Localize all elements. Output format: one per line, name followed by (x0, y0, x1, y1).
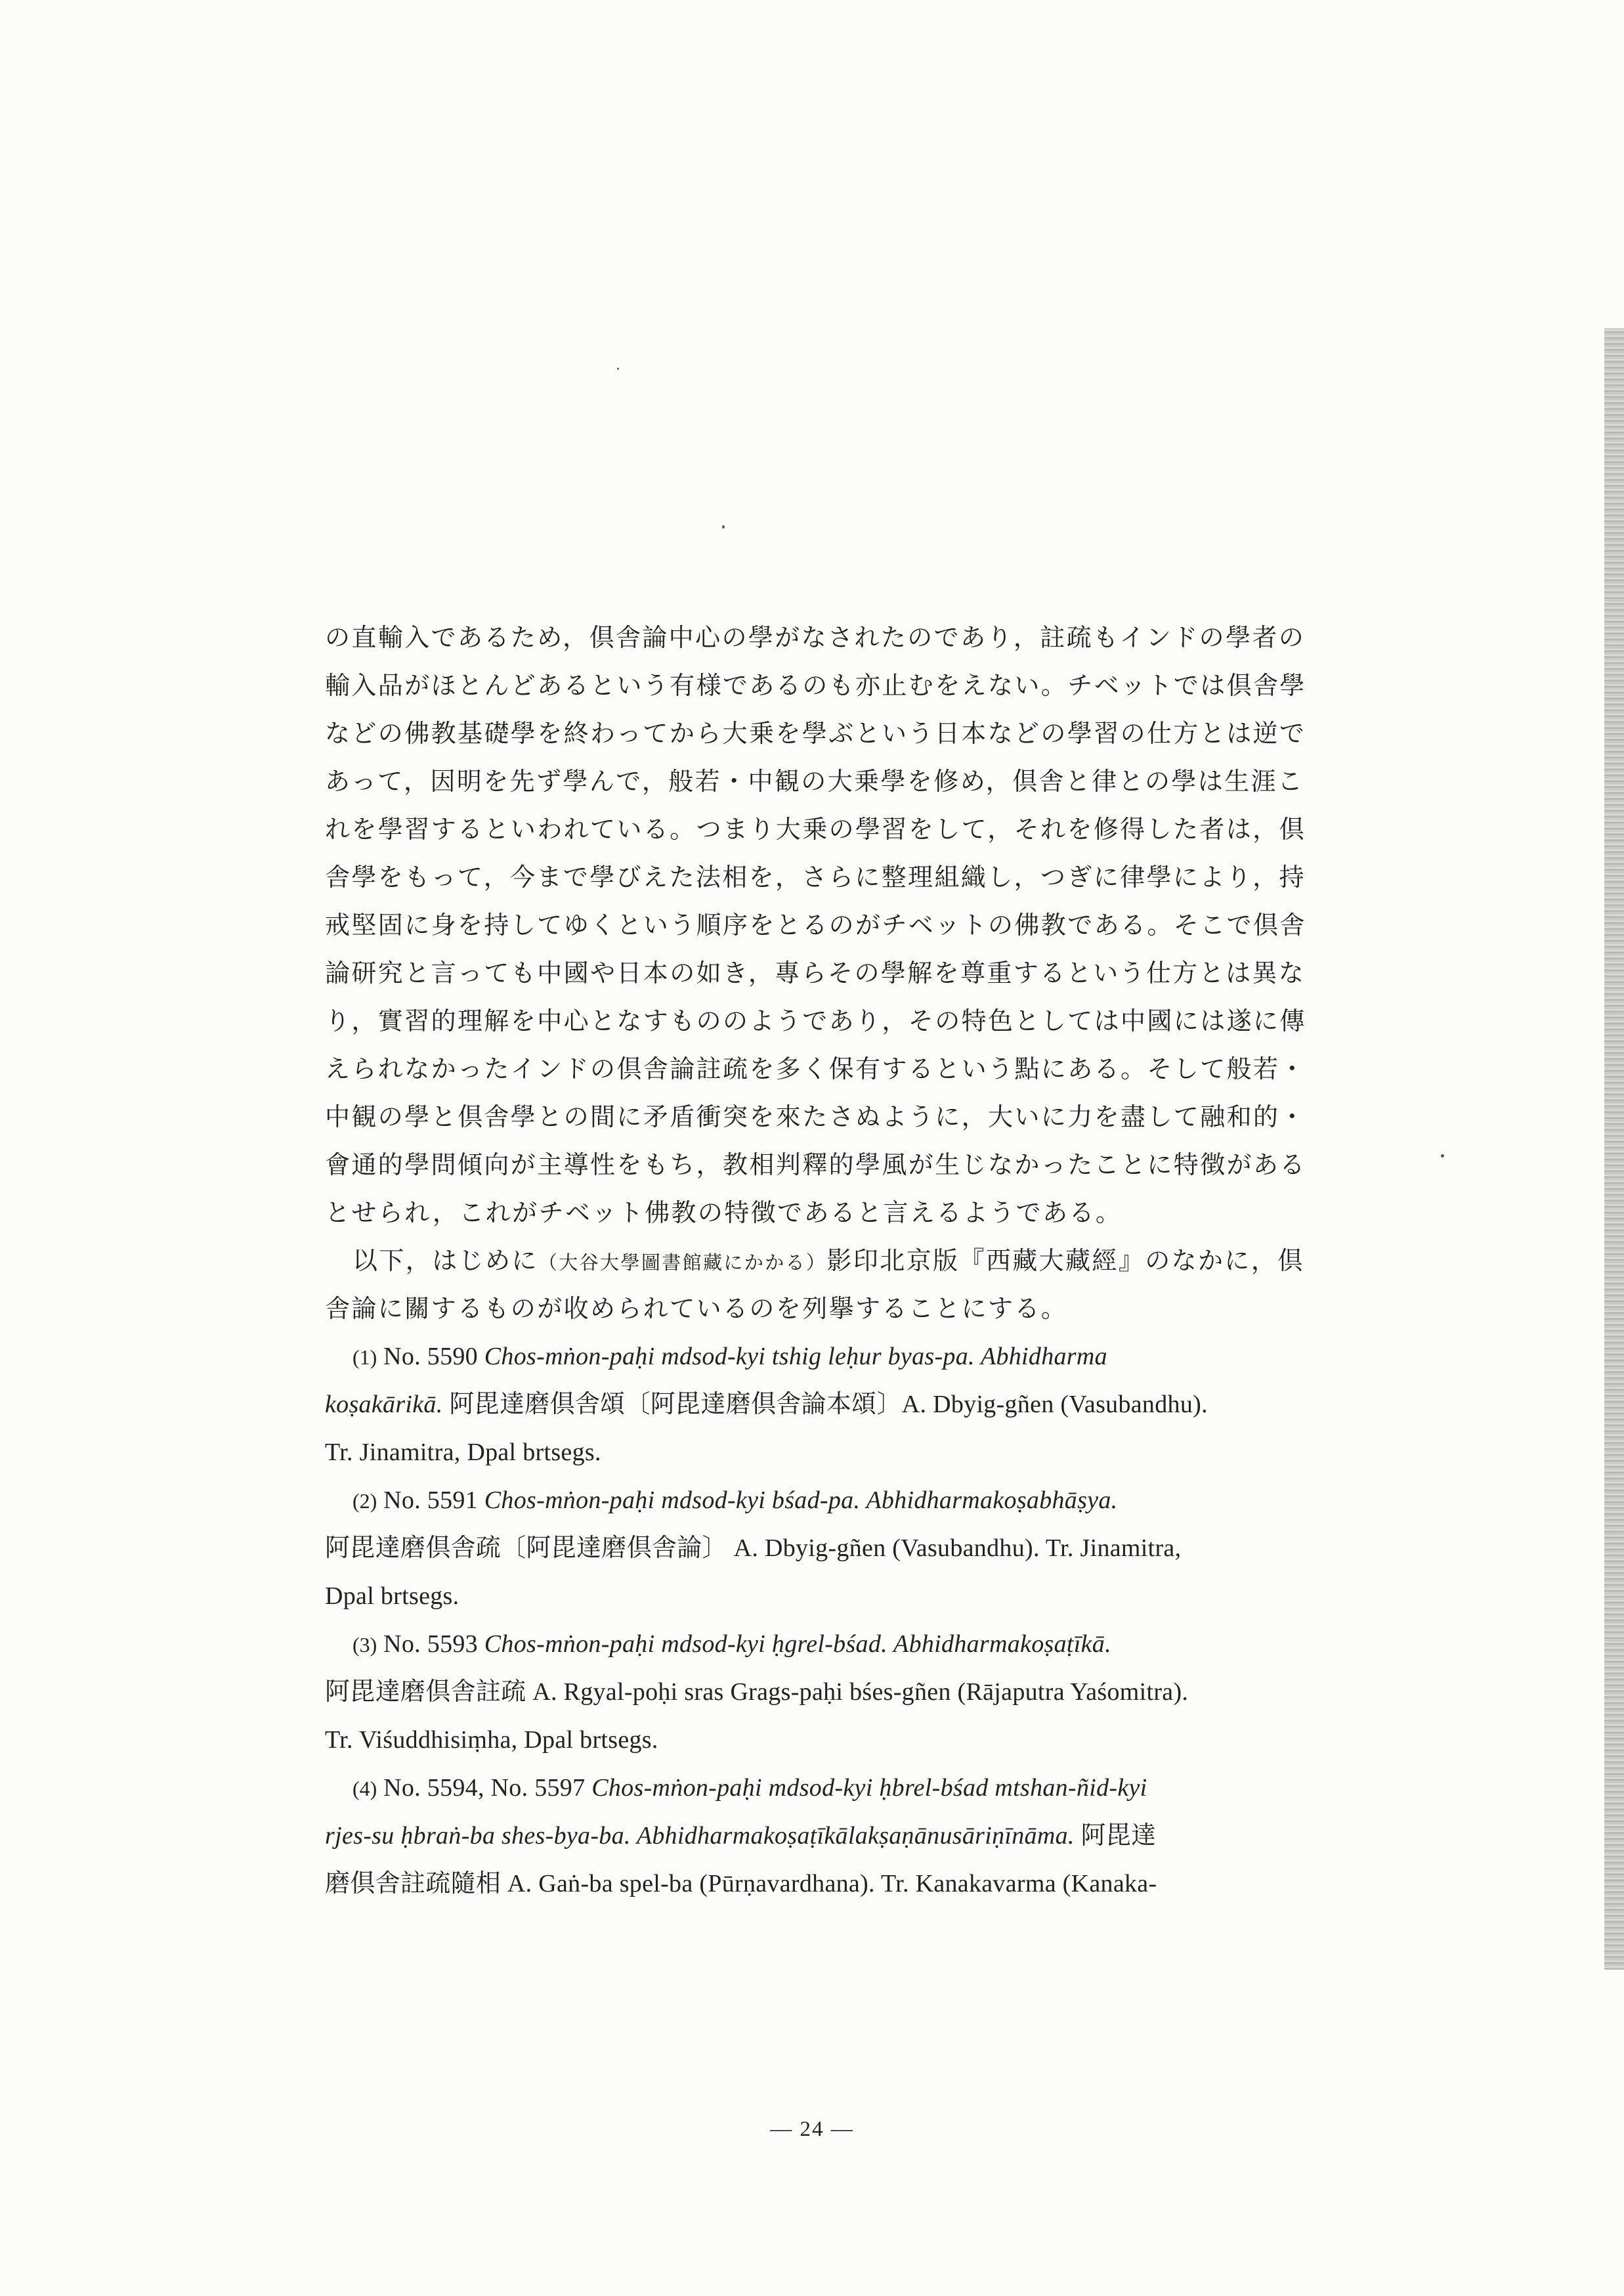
catalog-number: No. 5593 (383, 1630, 478, 1658)
scan-speck (722, 525, 725, 529)
intro-text: 影印北京版『西藏大藏經』のなかに，倶 (826, 1246, 1304, 1275)
entry-line: Tr. Jinamitra, Dpal brtsegs. (325, 1439, 601, 1466)
japanese-title: 阿毘達磨倶舎疏〔阿毘達磨倶舎論〕 (325, 1534, 727, 1562)
entry-number: (1) (353, 1345, 377, 1369)
entry-line: Dpal brtsegs. (325, 1582, 459, 1610)
binding-edge-shadow (1604, 328, 1624, 1970)
entry-line (325, 1860, 1260, 1908)
catalog-number: No. 5594, No. 5597 (383, 1774, 586, 1802)
text-line: 戒堅固に身を持してゆくという順序をとるのがチベットの佛教である。そこで倶舎 (325, 911, 1306, 940)
text-line: れを學習するといわれている。つまり大乗の學習をして，それを修得した者は，倶 (325, 815, 1306, 844)
author: A. Gaṅ-ba spel-ba (Pūrṇavardhana). Tr. Kanakavarma (Kanaka- (507, 1870, 1157, 1897)
text-line: 舎學をもって，今まで學びえた法相を，さらに整理組織し，つぎに律學により，持 (325, 863, 1306, 892)
entry-line (325, 1381, 1260, 1429)
entry-line (325, 1525, 1260, 1572)
page-number: — 24 — (770, 2117, 854, 2141)
entry-line (325, 1333, 1260, 1381)
entry-line: Tr. Viśuddhisiṃha, Dpal brtsegs. (325, 1726, 658, 1754)
catalog-number: No. 5591 (383, 1486, 478, 1514)
text-line: 會通的學問傾向が主導性をもち，教相判釋的學風が生じなかったことに特徴がある (325, 1150, 1306, 1179)
tibetan-title: Chos-mṅon-paḥi mdsod-kyi tshig leḥur byas-pa. Abhidharma (484, 1343, 1107, 1370)
entry-line (325, 1477, 1260, 1525)
text-line: 輸入品がほとんどあるという有様であるのも亦止むをえない。チベットでは倶舎學 (325, 671, 1306, 700)
entry-line (325, 1764, 1260, 1812)
entry-line (325, 1812, 1260, 1860)
scan-speck (617, 368, 619, 370)
text-line: 中観の學と倶舎學との間に矛盾衝突を來たさぬように，大いに力を盡して融和的・ (325, 1102, 1306, 1131)
entry-number: (2) (353, 1489, 377, 1513)
author: A. Dbyig-gñen (Vasubandhu). Tr. Jinamitra, (733, 1534, 1182, 1562)
tibetan-title: Chos-mṅon-paḥi mdsod-kyi bśad-pa. Abhidharmakoṣabhāṣya. (484, 1486, 1118, 1514)
text-line: などの佛教基礎學を終わってから大乗を學ぶという日本などの學習の仕方とは逆で (325, 719, 1306, 748)
entry-line (325, 1620, 1260, 1668)
text-line: 舎論に關するものが收められているのを列擧することにする。 (325, 1294, 1068, 1323)
tibetan-title-cont: rjes-su ḥbraṅ-ba shes-bya-ba. Abhidharmakoṣaṭīkālakṣaṇānusāriṇīnāma. (325, 1822, 1075, 1850)
japanese-title: 阿毘達 (1080, 1822, 1157, 1850)
sanskrit-title: koṣakārikā. (325, 1391, 443, 1418)
entry-line (325, 1668, 1260, 1716)
japanese-title: 阿毘達磨倶舎頌〔阿毘達磨倶舎論本頌〕 (449, 1391, 902, 1418)
intro-text: 以下，はじめに (353, 1246, 538, 1275)
tibetan-title: Chos-mṅon-paḥi mdsod-kyi ḥgrel-bśad. Abhidharmakoṣaṭīkā. (484, 1630, 1111, 1658)
japanese-title-cont: 磨倶舎註疏隨相 (325, 1870, 502, 1897)
japanese-title: 阿毘達磨倶舎註疏 (325, 1678, 526, 1706)
text-line: えられなかったインドの倶舎論註疏を多く保有するという點にある。そして般若・ (325, 1054, 1306, 1083)
tibetan-title: Chos-mṅon-paḥi mdsod-kyi ḥbrel-bśad mtshan-ñid-kyi (591, 1774, 1147, 1802)
text-line: 論研究と言っても中國や日本の如き，專らその學解を尊重するという仕方とは異な (325, 959, 1306, 987)
text-line: の直輸入であるため，倶舎論中心の學がなされたのであり，註疏もインドの學者の (325, 623, 1306, 652)
text-line: とせられ，これがチベット佛教の特徴であると言えるようである。 (325, 1198, 1122, 1227)
author: A. Dbyig-gñen (Vasubandhu). (901, 1391, 1208, 1418)
scan-speck (1441, 1154, 1444, 1158)
text-line: り，實習的理解を中心となすもののようであり，その特色としては中國には遂に傳 (325, 1007, 1306, 1035)
body-text (325, 614, 1306, 1908)
entry-number: (3) (353, 1633, 377, 1657)
catalog-number: No. 5590 (383, 1343, 478, 1370)
author: A. Rgyal-poḥi sras Grags-paḥi bśes-gñen (Rājaputra Yaśomitra). (532, 1678, 1189, 1706)
text-line: あって，因明を先ず學んで，般若・中観の大乗學を修め，倶舎と律との學は生涯こ (325, 767, 1304, 796)
text-line (325, 1237, 1304, 1285)
library-note: （大谷大學圖書館藏にかかる） (538, 1251, 827, 1274)
entry-number: (4) (353, 1777, 377, 1800)
